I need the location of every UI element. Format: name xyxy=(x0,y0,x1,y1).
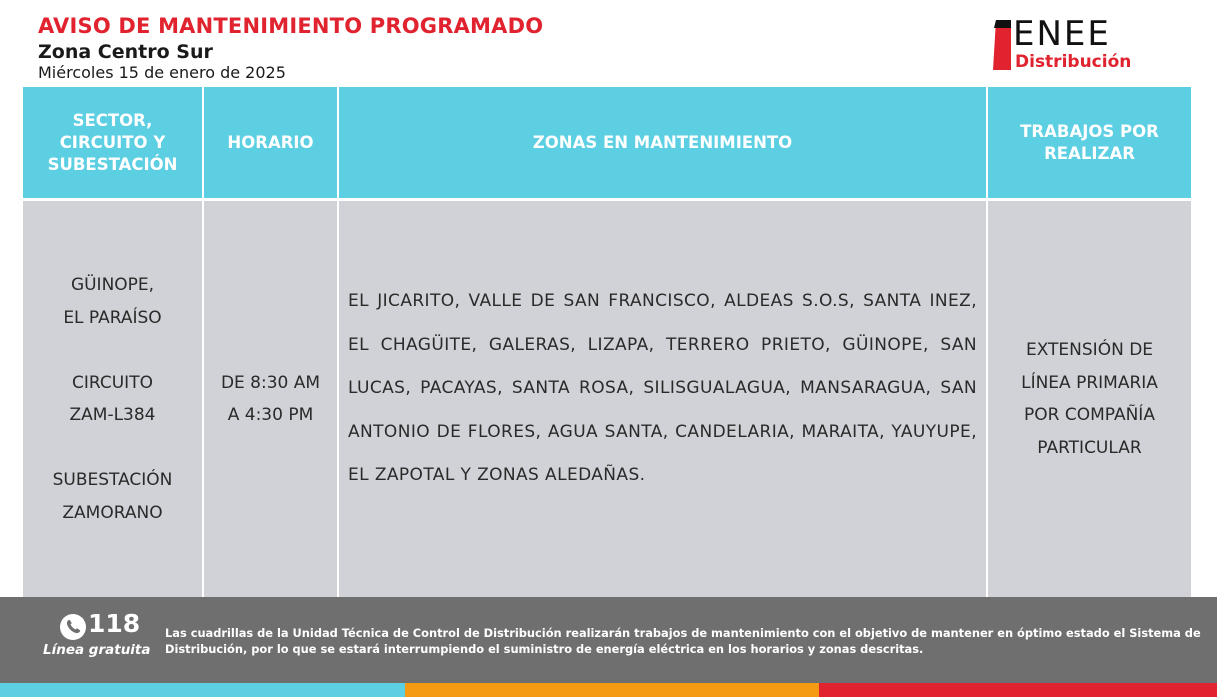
sector-line: EL PARAÍSO xyxy=(63,307,162,328)
header-zones: ZONAS EN MANTENIMIENTO xyxy=(339,87,986,198)
logo-name: ENEE xyxy=(1013,14,1111,54)
strip-red xyxy=(819,683,1217,697)
cell-sector xyxy=(23,201,202,597)
logo-subtitle: Distribución xyxy=(1015,52,1132,72)
phone-icon xyxy=(59,613,87,641)
circuit-line: CIRCUITO xyxy=(72,372,153,393)
hotline xyxy=(40,609,155,669)
strip-cyan xyxy=(0,683,405,697)
works-line: LÍNEA PRIMARIA xyxy=(1021,372,1158,393)
schedule-line: A 4:30 PM xyxy=(227,405,314,425)
cell-zones xyxy=(339,201,986,597)
schedule-line: DE 8:30 AM xyxy=(220,372,321,393)
substation-line: SUBESTACIÓN xyxy=(52,470,173,490)
header-sector: SECTOR, CIRCUITO Y SUBESTACIÓN xyxy=(23,87,202,198)
brand-color-strip xyxy=(0,683,1217,697)
enee-logo xyxy=(993,14,1168,74)
works-line: PARTICULAR xyxy=(1037,437,1142,458)
notice-date: Miércoles 15 de enero de 2025 xyxy=(38,63,286,82)
enee-logo-mark-icon xyxy=(993,20,1011,70)
table-header-row xyxy=(23,87,1191,198)
header-schedule: HORARIO xyxy=(204,87,337,198)
table-row xyxy=(23,201,1191,597)
substation-line: ZAMORANO xyxy=(62,502,163,523)
notice-title: AVISO DE MANTENIMIENTO PROGRAMADO xyxy=(38,14,544,38)
maintenance-table xyxy=(23,87,1191,597)
footer-notice: Las cuadrillas de la Unidad Técnica de Control de Distribución realizarán trabajos de mantenimiento con el objetivo de mantener en óptimo estado el Sistema de Distribución, por lo que se estará interrumpiendo el suministro de energía eléctrica en los horarios y zonas descritas. xyxy=(165,626,1201,656)
sector-line: GÜINOPE, xyxy=(70,275,155,295)
works-line: EXTENSIÓN DE xyxy=(1025,340,1154,360)
circuit-line: ZAM-L384 xyxy=(69,405,156,425)
strip-orange xyxy=(405,683,819,697)
footer-bar xyxy=(0,597,1217,683)
hotline-label: Línea gratuita xyxy=(43,642,151,658)
cell-works xyxy=(988,201,1191,597)
cell-schedule xyxy=(204,201,337,597)
zones-text: EL JICARITO, VALLE DE SAN FRANCISCO, ALDEAS S.O.S, SANTA INEZ, EL CHAGÜITE, GALERAS, LIZAPA, TERRERO PRIETO, GÜINOPE, SAN LUCAS, PACAYAS, SANTA ROSA, SILISGUALAGUA, MANSARAGUA, SAN ANTONIO DE FLORES, AGUA SANTA, CANDELARIA, MARAITA, YAUYUPE, EL ZAPOTAL Y ZONAS ALEDAÑAS. xyxy=(348,291,977,486)
notice-header xyxy=(0,0,1217,86)
hotline-number: 118 xyxy=(88,609,141,638)
header-works: TRABAJOS POR REALIZAR xyxy=(988,87,1191,198)
zone-title: Zona Centro Sur xyxy=(38,41,213,63)
works-line: POR COMPAÑÍA xyxy=(1024,405,1155,425)
